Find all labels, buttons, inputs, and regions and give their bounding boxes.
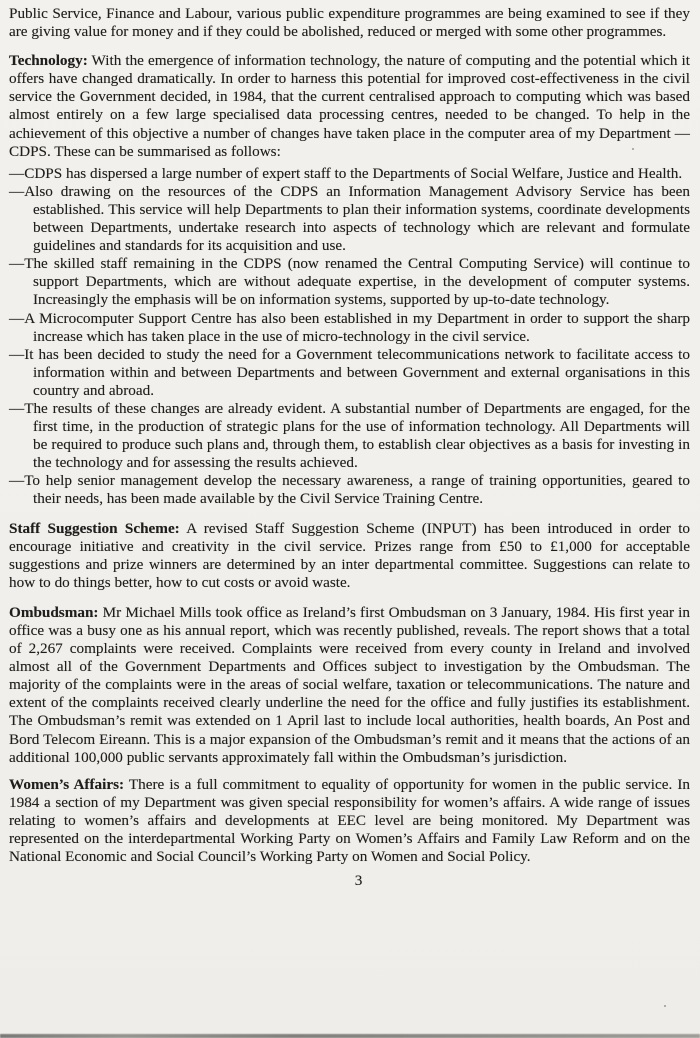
section-ombudsman [9,604,690,767]
page-number: 3 [354,872,363,890]
scan-speck [632,148,634,150]
technology-body: With the emergence of information technology, the nature of computing and the potential which it offers have changed dramatically. In order to harness this potential for improved cost-effectiveness in the civil service the Government decided, in 1984, that the current centralised approach to computing which was based almost entirely on a few large specialised data processing centres, needed to be changed. To help in the achievement of this objective a number of changes have taken place in the computer area of my Department — CDPS. These can be summarised as follows: [9,52,690,160]
list-item-information-management-advisory-service: —Also drawing on the resources of the CDPS an Information Management Advisory Service has been established. This service will help Departments to plan their information systems, coordinate developments between Departments, undertake research into aspects of technology which are relevant and formulate guidelines and standards for its acquisition and use. [9,182,690,255]
scan-bottom-edge [0,1034,700,1038]
scan-speck [664,1005,666,1007]
list-item-microcomputer-support-centre: —A Microcomputer Support Centre has also been established in my Department in order to support the sharp increase which has taken place in the use of micro-technology in the civil service. [9,309,690,345]
staff-suggestion-heading: Staff Suggestion Scheme: [9,519,180,537]
technology-heading: Technology: [9,52,88,70]
womens-affairs-body: There is a full commitment to equality of opportunity for women in the public service. In 1984 a section of my Department was given special responsibility for women’s affairs. A wide range of issues relating to women’s affairs and developments at EEC level are being monitored. My Department was represented on the interdepartmental Working Party on Women’s Affairs and Family Law Reform and on the National Economic and Social Council’s Working Party on Women and Social Policy. [9,775,690,866]
technology-changes-list [9,165,690,509]
list-item-cdps-staff-dispersed: —CDPS has dispersed a large number of expert staff to the Departments of Social Welfare, Justice and Health. [9,164,683,182]
section-staff-suggestion-scheme [9,520,690,592]
womens-affairs-heading: Women’s Affairs: [9,775,125,793]
list-item-central-computing-service: —The skilled staff remaining in the CDPS (now renamed the Central Computing Service) will continue to support Departments, which are without adequate expertise, in the development of computer systems. Increasingly the emphasis will be on information systems, supported by up-to-date technology. [9,255,690,309]
ombudsman-heading: Ombudsman: [9,603,99,621]
ombudsman-body: Mr Michael Mills took office as Ireland’s first Ombudsman on 3 January, 1984. His first year in office was a busy one as his annual report, which was recently published, reveals. The report shows that a total of 2,267 complaints were received. Complaints were received from every county in Ireland and involved almost all of the Government Departments and Offices subject to investigation by the Ombudsman. The majority of the complaints were in the areas of social welfare, taxation or telecommunications. The nature and extent of the complaints received clearly underline the need for the office and fully justifies its establishment. The Ombudsman’s remit was extended on 1 April last to include local authorities, health boards, An Post and Bord Telecom Eireann. This is a major expansion of the Ombudsman’s remit and it means that the actions of an additional 100,000 public servants approximately fall within the Ombudsman’s jurisdiction. [9,603,690,766]
list-item-telecommunications-network-study: —It has been decided to study the need for a Government telecommunications network to facilitate access to information within and between Departments and between Government and external organisations in this country and abroad. [9,345,690,399]
staff-suggestion-body: A revised Staff Suggestion Scheme (INPUT) has been introduced in order to encourage initiative and creativity in the civil service. Prizes range from £50 to £1,000 for acceptable suggestions and prize winners are determined by an inter departmental committee. Suggestions can relate to how to do things better, how to cut costs or avoid waste. [9,519,691,591]
list-item-training-opportunities: —To help senior management develop the necessary awareness, a range of training opportunities, geared to their needs, has been made available by the Civil Service Training Centre. [9,472,690,508]
section-technology [9,52,690,161]
list-item-strategic-plans: —The results of these changes are already evident. A substantial number of Departments are engaged, for the first time, in the production of strategic plans for the use of information technology. All Departments will be required to produce such plans and, through them, to establish clear objectives as a basis for investing in the technology and for assessing the results achieved. [9,399,690,472]
section-womens-affairs [9,776,690,866]
paragraph-public-service-continuation: Public Service, Finance and Labour, various public expenditure programmes are being examined to see if they are giving value for money and if they could be abolished, reduced or merged with some other programmes. [9,5,690,41]
